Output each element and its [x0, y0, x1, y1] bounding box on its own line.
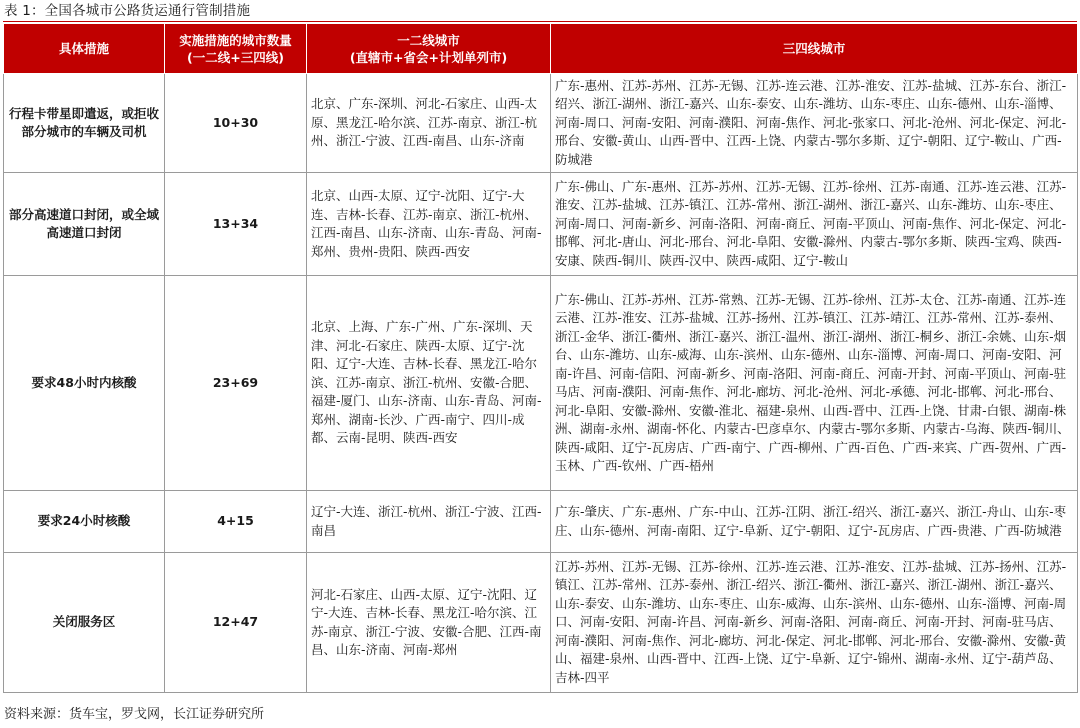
city-count-cell: 12+47 — [165, 553, 307, 693]
city-count-cell: 23+69 — [165, 276, 307, 491]
header-tier12-line2: (直辖市+省会+计划单列市) — [349, 49, 508, 65]
tier12-cities-cell: 北京、上海、广东-广州、广东-深圳、天津、河北-石家庄、陕西-太原、辽宁-沈阳、辽宁-大连、吉林-长春、黑龙江-哈尔滨、江苏-南京、浙江-杭州、安徽-合肥、福建-厦门、山东-济南、山东-青岛、河南-郑州、湖南-长沙、广西-南宁、四川-成都、云南-昆明、陕西-西安 — [307, 276, 551, 491]
city-count-cell: 13+34 — [165, 173, 307, 276]
tier34-cities-cell: 江苏-苏州、江苏-无锡、江苏-徐州、江苏-连云港、江苏-淮安、江苏-盐城、江苏-扬州、江苏-镇江、江苏-常州、江苏-泰州、浙江-绍兴、浙江-衢州、浙江-嘉兴、浙江-湖州、浙江-嘉兴、山东-泰安、山东-潍坊、山东-枣庄、山东-威海、山东-滨州、山东-德州、山东-淄博、河南-周口、河南-安阳、河南-许昌、河南-新乡、河南-洛阳、河南-商丘、河南-开封、河南-驻马店、河南-濮阳、河南-焦作、河北-廊坊、河北-保定、河北-邯郸、河北-邢台、安徽-滁州、安徽-黄山、福建-泉州、山西-晋中、江西-上饶、辽宁-阜新、辽宁-锦州、湖南-永州、辽宁-葫芦岛、吉林-四平 — [551, 553, 1078, 693]
tier34-cities-cell: 广东-肇庆、广东-惠州、广东-中山、江苏-江阴、浙江-绍兴、浙江-嘉兴、浙江-舟山、山东-枣庄、山东-德州、河南-南阳、辽宁-阜新、辽宁-朝阳、辽宁-瓦房店、广西-贵港、广西-防城港 — [551, 491, 1078, 553]
header-row — [4, 24, 1078, 74]
tier34-cities-cell: 广东-惠州、江苏-苏州、江苏-无锡、江苏-连云港、江苏-淮安、江苏-盐城、江苏-东台、浙江-绍兴、浙江-湖州、浙江-嘉兴、山东-泰安、山东-潍坊、山东-枣庄、山东-德州、山东-淄博、河南-周口、河南-安阳、河南-濮阳、河南-焦作、河北-张家口、河北-沧州、河北-保定、河北-邢台、安徽-黄山、山西-晋中、江西-上饶、内蒙古-鄂尔多斯、辽宁-朝阳、辽宁-鞍山、广西-防城港 — [551, 74, 1078, 173]
measure-cell: 部分高速道口封闭，或全域高速道口封闭 — [4, 173, 165, 276]
measure-cell: 关闭服务区 — [4, 553, 165, 693]
city-count-cell: 10+30 — [165, 74, 307, 173]
header-count-line1: 实施措施的城市数量 — [179, 32, 292, 48]
source-note: 资料来源：货车宝，罗戈网，长江证券研究所 — [4, 707, 265, 722]
table-row — [4, 491, 1078, 553]
freight-control-table — [3, 23, 1078, 693]
table-caption: 表 1：全国各城市公路货运通行管制措施 — [4, 3, 251, 19]
table-row — [4, 74, 1078, 173]
tier34-cities-cell: 广东-佛山、广东-惠州、江苏-苏州、江苏-无锡、江苏-徐州、江苏-南通、江苏-连云港、江苏-淮安、江苏-盐城、江苏-镇江、江苏-常州、浙江-湖州、浙江-嘉兴、山东-潍坊、山东-枣庄、河南-周口、河南-新乡、河南-洛阳、河南-商丘、河南-平顶山、河南-焦作、河北-保定、河北-邯郸、河北-唐山、河北-邢台、河北-阜阳、安徽-滁州、内蒙古-鄂尔多斯、陕西-宝鸡、陕西-安康、陕西-铜川、陕西-汉中、陕西-咸阳、辽宁-鞍山 — [551, 173, 1078, 276]
measure-cell: 要求24小时核酸 — [4, 491, 165, 553]
caption-divider — [3, 21, 1077, 22]
measure-cell: 要求48小时内核酸 — [4, 276, 165, 491]
header-tier34-cities — [551, 24, 1078, 74]
header-measure-label: 具体措施 — [58, 41, 109, 56]
tier12-cities-cell: 河北-石家庄、山西-太原、辽宁-沈阳、辽宁-大连、吉林-长春、黑龙江-哈尔滨、江苏-南京、浙江-宁波、安徽-合肥、江西-南昌、山东-济南、河南-郑州 — [307, 553, 551, 693]
tier12-cities-cell: 北京、山西-太原、辽宁-沈阳、辽宁-大连、吉林-长春、江苏-南京、浙江-杭州、江西-南昌、山东-济南、山东-青岛、河南-郑州、贵州-贵阳、陕西-西安 — [307, 173, 551, 276]
measure-cell: 行程卡带星即遣返，或拒收部分城市的车辆及司机 — [4, 74, 165, 173]
header-tier12-cities — [307, 24, 551, 74]
table-row — [4, 276, 1078, 491]
header-tier34-label: 三四线城市 — [782, 41, 846, 56]
header-city-count — [165, 24, 307, 74]
header-tier12-line1: 一二线城市 — [397, 32, 460, 48]
table-row — [4, 553, 1078, 693]
tier12-cities-cell: 北京、广东-深圳、河北-石家庄、山西-太原、黑龙江-哈尔滨、江苏-南京、浙江-杭州、浙江-宁波、江西-南昌、山东-济南 — [307, 74, 551, 173]
table-row — [4, 173, 1078, 276]
city-count-cell: 4+15 — [165, 491, 307, 553]
header-count-line2: (一二线+三四线) — [187, 49, 284, 65]
header-measure — [4, 24, 165, 74]
tier12-cities-cell: 辽宁-大连、浙江-杭州、浙江-宁波、江西-南昌 — [307, 491, 551, 553]
tier34-cities-cell: 广东-佛山、江苏-苏州、江苏-常熟、江苏-无锡、江苏-徐州、江苏-太仓、江苏-南通、江苏-连云港、江苏-淮安、江苏-盐城、江苏-扬州、江苏-镇江、江苏-靖江、江苏-常州、江苏-泰州、浙江-金华、浙江-衢州、浙江-嘉兴、浙江-温州、浙江-湖州、浙江-桐乡、浙江-余姚、山东-烟台、山东-潍坊、山东-威海、山东-滨州、山东-德州、山东-淄博、河南-周口、河南-安阳、河南-许昌、河南-信阳、河南-新乡、河南-洛阳、河南-商丘、河南-开封、河南-平顶山、河南-驻马店、河南-濮阳、河南-焦作、河北-廊坊、河北-沧州、河北-承德、河北-邯郸、河北-邢台、河北-阜阳、安徽-滁州、安徽-淮北、福建-泉州、山西-晋中、江西-上饶、甘肃-白银、湖南-株洲、湖南-永州、湖南-怀化、内蒙古-巴彦卓尔、内蒙古-鄂尔多斯、内蒙古-乌海、陕西-铜川、陕西-咸阳、辽宁-瓦房店、广西-南宁、广西-柳州、广西-百色、广西-来宾、广西-贺州、广西-玉林、广西-钦州、广西-梧州 — [551, 276, 1078, 491]
